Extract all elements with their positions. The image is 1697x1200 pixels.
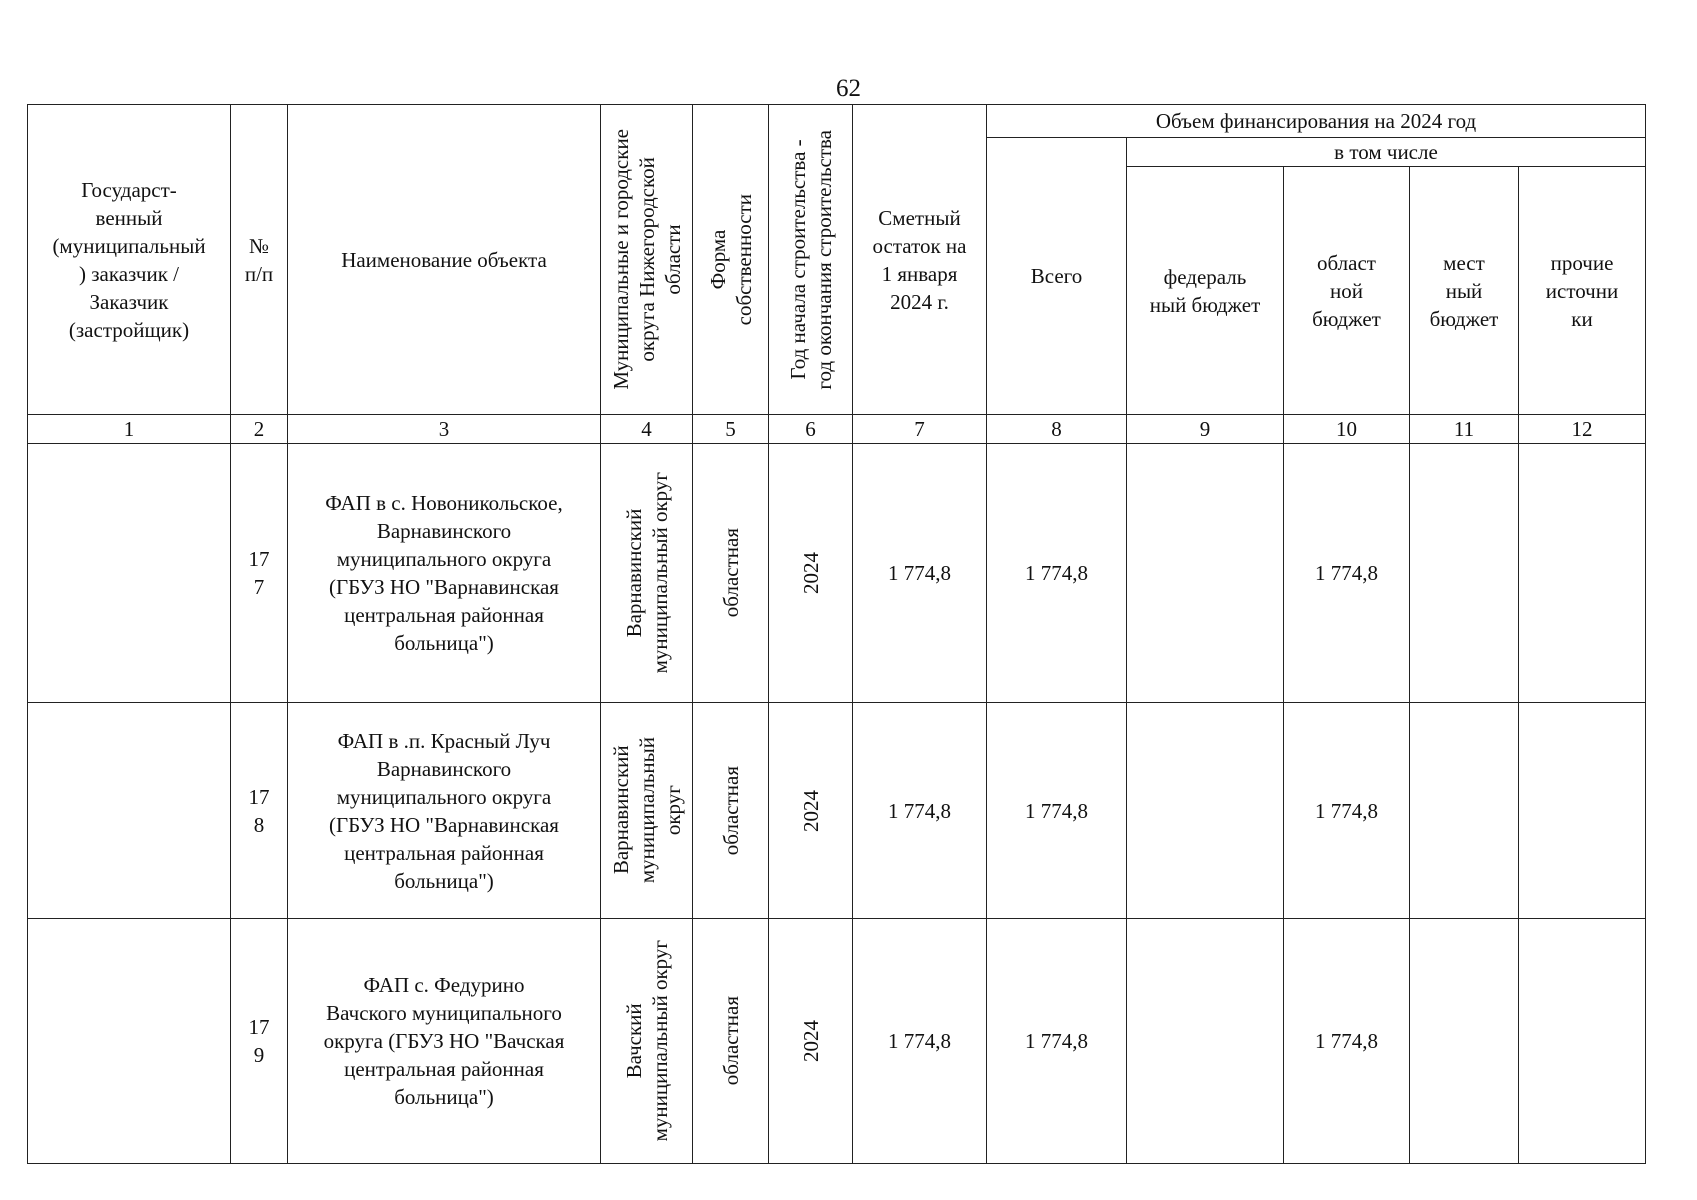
header-municipal: Муниципальные и городские округа Нижегородской области: [601, 105, 693, 415]
column-number: 11: [1410, 415, 1519, 444]
column-number: 7: [853, 415, 987, 444]
municipal-cell: Варнавинский муниципальный округ: [601, 703, 693, 919]
header-including: в том числе: [1127, 138, 1646, 167]
ownership-cell: областная: [693, 444, 769, 703]
municipal-cell: Варнавинский муниципальный округ: [601, 444, 693, 703]
header-total: Всего: [987, 138, 1127, 415]
customer-cell: [28, 919, 231, 1164]
regional-cell: 1 774,8: [1284, 919, 1410, 1164]
federal-cell: [1127, 703, 1284, 919]
customer-cell: [28, 703, 231, 919]
other-cell: [1519, 703, 1646, 919]
row-number: 17 7: [231, 444, 288, 703]
estimate-cell: 1 774,8: [853, 444, 987, 703]
column-number: 1: [28, 415, 231, 444]
ownership-cell: областная: [693, 919, 769, 1164]
header-local: мест ный бюджет: [1410, 167, 1519, 415]
regional-cell: 1 774,8: [1284, 444, 1410, 703]
other-cell: [1519, 444, 1646, 703]
column-number: 3: [288, 415, 601, 444]
column-number: 6: [769, 415, 853, 444]
table-row: [28, 919, 1646, 1164]
column-number: 5: [693, 415, 769, 444]
header-federal: федераль ный бюджет: [1127, 167, 1284, 415]
municipal-cell: Вачский муниципальный округ: [601, 919, 693, 1164]
total-cell: 1 774,8: [987, 703, 1127, 919]
header-regional: област ной бюджет: [1284, 167, 1410, 415]
column-numbers-row: [28, 415, 1646, 444]
column-number: 10: [1284, 415, 1410, 444]
total-cell: 1 774,8: [987, 919, 1127, 1164]
local-cell: [1410, 919, 1519, 1164]
column-number: 12: [1519, 415, 1646, 444]
financing-table: [27, 104, 1646, 1164]
federal-cell: [1127, 919, 1284, 1164]
table-row: [28, 444, 1646, 703]
page-number: 62: [836, 75, 861, 102]
header-customer: Государст- венный (муниципальный ) заказчик / Заказчик (застройщик): [28, 105, 231, 415]
estimate-cell: 1 774,8: [853, 703, 987, 919]
row-number: 17 9: [231, 919, 288, 1164]
estimate-cell: 1 774,8: [853, 919, 987, 1164]
regional-cell: 1 774,8: [1284, 703, 1410, 919]
header-years: Год начала строительства - год окончания строительства: [769, 105, 853, 415]
federal-cell: [1127, 444, 1284, 703]
column-number: 9: [1127, 415, 1284, 444]
object-name: ФАП с. Федурино Вачского муниципального округа (ГБУЗ НО "Вачская центральная районная больница"): [288, 919, 601, 1164]
ownership-cell: областная: [693, 703, 769, 919]
customer-cell: [28, 444, 231, 703]
row-number: 17 8: [231, 703, 288, 919]
header-object-name: Наименование объекта: [288, 105, 601, 415]
header-estimate: Сметный остаток на 1 января 2024 г.: [853, 105, 987, 415]
table-row: [28, 703, 1646, 919]
column-number: 8: [987, 415, 1127, 444]
header-financing: Объем финансирования на 2024 год: [987, 105, 1646, 138]
years-cell: 2024: [769, 919, 853, 1164]
total-cell: 1 774,8: [987, 444, 1127, 703]
column-number: 2: [231, 415, 288, 444]
years-cell: 2024: [769, 703, 853, 919]
years-cell: 2024: [769, 444, 853, 703]
header-ownership: Форма собственности: [693, 105, 769, 415]
object-name: ФАП в с. Новоникольское, Варнавинского муниципального округа (ГБУЗ НО "Варнавинская центральная районная больница"): [288, 444, 601, 703]
local-cell: [1410, 444, 1519, 703]
column-number: 4: [601, 415, 693, 444]
local-cell: [1410, 703, 1519, 919]
object-name: ФАП в .п. Красный Луч Варнавинского муниципального округа (ГБУЗ НО "Варнавинская центральная районная больница"): [288, 703, 601, 919]
other-cell: [1519, 919, 1646, 1164]
header-other: прочие источни ки: [1519, 167, 1646, 415]
header-number: № п/п: [231, 105, 288, 415]
